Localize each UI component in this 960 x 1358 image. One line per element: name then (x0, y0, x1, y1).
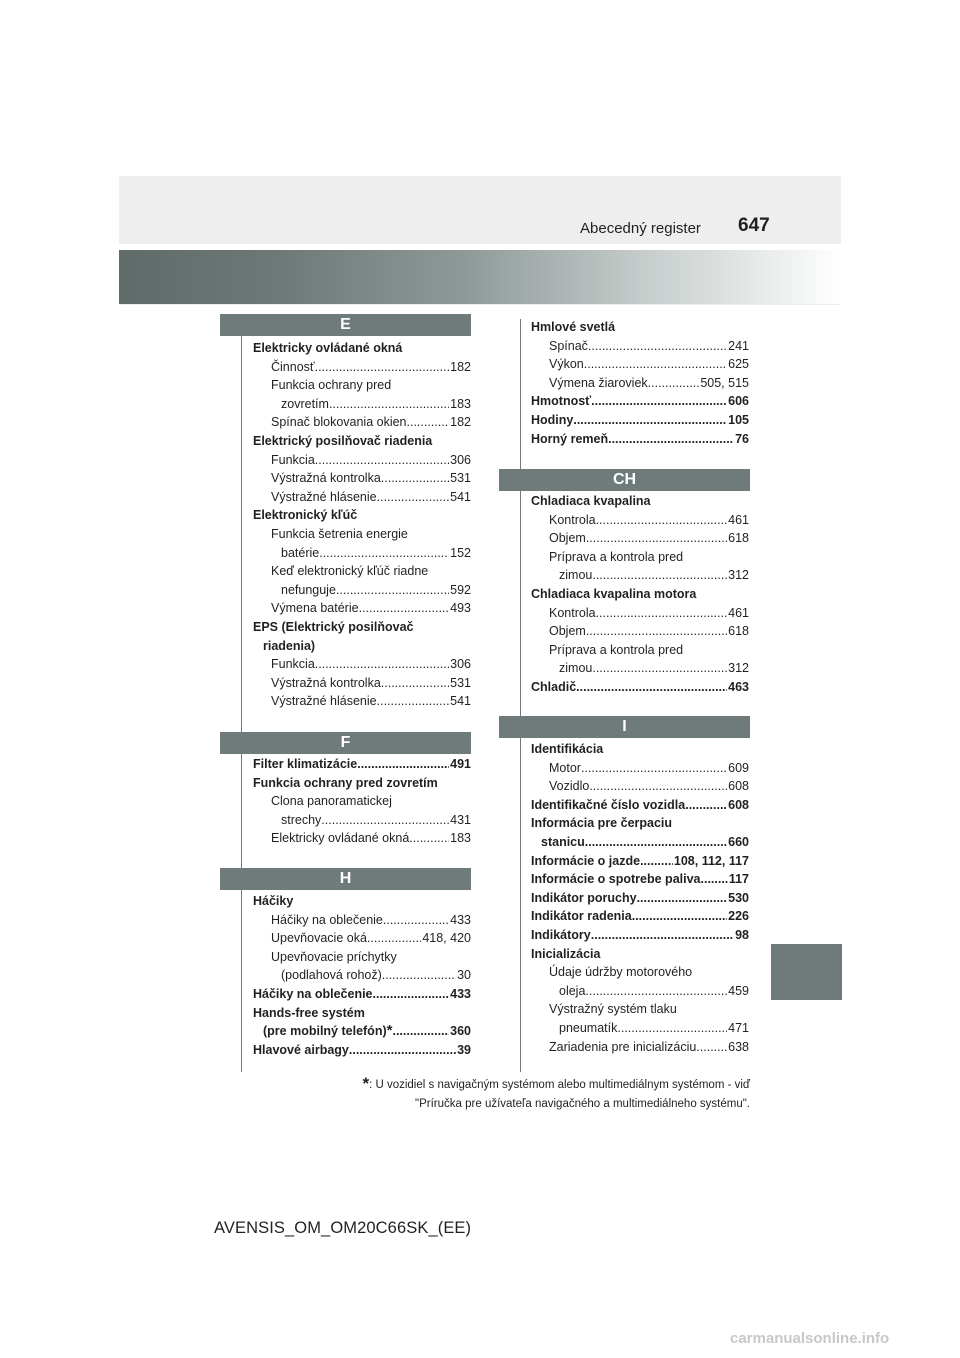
leader-dots (383, 911, 449, 930)
entry-page-ref[interactable]: 592 (450, 582, 471, 597)
entry-term: Indikátor poruchy (531, 890, 637, 905)
entry-page-ref[interactable]: 530 (728, 890, 749, 905)
entry-page-ref[interactable]: 360 (450, 1024, 471, 1039)
letter-header-h: H (220, 868, 471, 890)
leader-dots (581, 759, 727, 778)
footnote-line-2: "Príručka pre užívateľa navigačného a multimediálneho systému". (415, 1098, 750, 1110)
index-entry: Príprava a kontrola pred (549, 642, 684, 657)
leader-dots (596, 604, 728, 623)
index-entry (531, 659, 749, 678)
entry-page-ref[interactable]: 541 (450, 694, 471, 709)
index-entry (253, 451, 471, 470)
entry-page-ref[interactable]: 183 (450, 831, 471, 846)
leader-dots (588, 337, 727, 356)
entry-term: strechy (281, 812, 322, 827)
entry-term: Objem (549, 624, 586, 639)
entry-page-ref[interactable]: 531 (450, 471, 471, 486)
leader-dots (381, 469, 449, 488)
index-entry: Elektricky ovládané okná (253, 341, 403, 355)
entry-page-ref[interactable]: 505, 515 (700, 375, 749, 390)
index-entry (531, 907, 749, 926)
index-entry (531, 678, 749, 697)
entry-page-ref[interactable]: 183 (450, 396, 471, 411)
header-divider (119, 304, 841, 305)
index-entry: Upevňovacie príchytky (271, 949, 397, 964)
letter-header-ch: CH (499, 469, 750, 491)
entry-page-ref[interactable]: 608 (728, 797, 749, 812)
index-entry: Funkcia ochrany pred (271, 378, 392, 393)
index-entry (531, 1038, 749, 1057)
entry-page-ref[interactable]: 105 (728, 412, 749, 427)
index-entry (253, 544, 471, 563)
index-entry: Clona panoramatickej (271, 794, 392, 809)
entry-page-ref[interactable]: 241 (728, 338, 749, 353)
entry-term: Výmena batérie (271, 601, 359, 616)
entry-term: zovretím (281, 396, 329, 411)
entry-page-ref[interactable]: 117 (728, 872, 749, 887)
index-entry: riadenia) (263, 638, 316, 653)
index-entry (531, 604, 749, 623)
index-entry (531, 374, 749, 393)
index-entry (531, 833, 749, 852)
index-entry: Háčiky (253, 894, 294, 908)
index-group-h-continued (531, 318, 749, 448)
leader-dots (373, 985, 450, 1004)
entry-page-ref[interactable]: 625 (728, 357, 749, 372)
index-entry: Hmlové svetlá (531, 320, 616, 334)
leader-dots (640, 852, 673, 871)
entry-page-ref[interactable]: 418, 420 (422, 931, 471, 946)
index-entry (253, 674, 471, 693)
leader-dots (589, 777, 727, 796)
leader-dots (701, 870, 728, 889)
leader-dots (315, 358, 450, 377)
index-entry (253, 1041, 471, 1060)
watermark-text: carmanualsonline.info (730, 1330, 890, 1347)
leader-dots (685, 796, 727, 815)
index-entry: Chladiaca kvapalina (531, 494, 651, 508)
index-entry (253, 929, 471, 948)
entry-page-ref[interactable]: 493 (450, 601, 471, 616)
leader-dots (637, 889, 728, 908)
leader-dots (329, 395, 449, 414)
entry-page-ref[interactable]: 98 (735, 927, 749, 942)
index-entry (253, 755, 471, 774)
entry-page-ref[interactable]: 461 (728, 512, 749, 527)
leader-dots (585, 833, 727, 852)
index-entry (531, 926, 749, 945)
index-entry (253, 395, 471, 414)
left-column-rule (241, 336, 242, 1072)
entry-term: Funkcia (271, 452, 315, 467)
header-bar (119, 176, 841, 244)
leader-dots (573, 411, 727, 430)
entry-term: zimou (559, 661, 593, 676)
index-entry: EPS (Elektrický posilňovač (253, 619, 414, 634)
letter-header-f: F (220, 732, 471, 754)
entry-term: Zariadenia pre inicializáciu (549, 1039, 697, 1054)
footnote-line-1: : U vozidiel s navigačným systémom alebo multimediálnym systémom - viď (369, 1079, 750, 1091)
entry-page-ref[interactable]: 609 (728, 760, 749, 775)
index-entry: Výstražný systém tlaku (549, 1002, 677, 1017)
entry-term: Informácie o jazde (531, 853, 641, 868)
entry-page-ref[interactable]: 618 (728, 624, 749, 639)
leader-dots (586, 529, 727, 548)
letter-header-e: E (220, 314, 471, 336)
index-entry (253, 985, 471, 1004)
leader-dots (367, 929, 421, 948)
entry-page-ref[interactable]: 660 (728, 834, 749, 849)
entry-page-ref[interactable]: 182 (450, 359, 471, 374)
index-entry (531, 355, 749, 374)
entry-page-ref[interactable]: 638 (728, 1039, 749, 1054)
index-entry (531, 337, 749, 356)
entry-term: Výstražné hlásenie (271, 694, 377, 709)
section-title: Abecedný register (580, 220, 701, 237)
entry-page-ref[interactable]: 312 (728, 568, 749, 583)
entry-page-ref[interactable]: 606 (728, 394, 749, 409)
index-group-f (253, 755, 471, 848)
entry-page-ref[interactable]: 461 (728, 605, 749, 620)
leader-dots (357, 755, 449, 774)
index-group-e (253, 339, 471, 711)
index-entry (531, 1019, 749, 1038)
index-entry (253, 581, 471, 600)
index-group-ch (531, 492, 749, 697)
entry-page-ref[interactable]: 76 (735, 431, 749, 446)
index-entry (531, 511, 749, 530)
index-entry: Elektronický kľúč (253, 508, 358, 523)
entry-page-ref[interactable]: 463 (728, 679, 749, 694)
entry-term: Funkcia (271, 657, 315, 672)
index-group-h (253, 892, 471, 1059)
leader-dots (584, 355, 727, 374)
index-entry (531, 982, 749, 1001)
entry-page-ref[interactable]: 491 (450, 757, 471, 771)
entry-page-ref[interactable]: 541 (450, 489, 471, 504)
leader-dots (592, 566, 727, 585)
entry-page-ref[interactable]: 30 (457, 968, 471, 983)
entry-page-ref[interactable]: 306 (450, 452, 471, 467)
entry-page-ref[interactable]: 182 (450, 415, 471, 430)
index-entry: Elektrický posilňovač riadenia (253, 433, 433, 448)
entry-term: (pre mobilný telefón) (263, 1024, 387, 1039)
entry-page-ref[interactable]: 459 (728, 983, 749, 998)
leader-dots (585, 982, 727, 1001)
leader-dots (359, 599, 450, 618)
leader-dots (648, 374, 700, 393)
entry-term: Horný remeň (531, 431, 609, 446)
entry-term: Výmena žiaroviek (549, 375, 648, 390)
index-entry: (pre mobilný telefón) * ..... 360 (253, 1022, 471, 1041)
letter-header-i: I (499, 716, 750, 738)
index-entry (253, 655, 471, 674)
entry-term: Výstražná kontrolka (271, 675, 381, 690)
entry-page-ref[interactable]: 433 (450, 986, 471, 1001)
entry-term: Informácie o spotrebe paliva (531, 872, 701, 887)
leader-dots (592, 659, 727, 678)
index-entry (531, 392, 749, 411)
entry-term: Háčiky na oblečenie (253, 986, 373, 1001)
index-entry (253, 413, 471, 432)
index-entry: Údaje údržby motorového (549, 965, 693, 980)
entry-page-ref[interactable]: 39 (457, 1042, 471, 1057)
index-entry: Hands-free systém (253, 1005, 365, 1020)
leader-dots (591, 392, 727, 411)
chapter-side-tab[interactable] (771, 944, 842, 1000)
index-entry: Funkcia šetrenia energie (271, 526, 408, 541)
entry-page-ref[interactable]: 306 (450, 657, 471, 672)
leader-dots (596, 511, 728, 530)
index-entry (253, 829, 471, 848)
entry-page-ref[interactable]: 226 (728, 909, 749, 924)
index-entry (531, 529, 749, 548)
entry-term: Identifikačné číslo vozidla (531, 797, 686, 812)
header-gradient-band (119, 250, 841, 304)
leader-dots (382, 966, 456, 985)
leader-dots (696, 1038, 727, 1057)
index-entry (253, 358, 471, 377)
leader-dots (315, 451, 449, 470)
entry-term: Hodiny (531, 412, 574, 427)
index-group-i (531, 740, 749, 1056)
model-code: AVENSIS_OM_OM20C66SK_(EE) (214, 1219, 472, 1237)
entry-term: zimou (559, 568, 593, 583)
leader-dots (349, 1041, 456, 1060)
index-entry: Informácia pre čerpaciu (531, 816, 673, 831)
footnote (312, 1074, 750, 1114)
leader-dots (409, 829, 449, 848)
entry-page-ref[interactable]: 312 (728, 661, 749, 676)
footnote-marker: * (362, 1074, 370, 1093)
leader-dots (381, 674, 449, 693)
entry-term: Upevňovacie oká (271, 931, 367, 946)
index-entry: Funkcia ochrany pred zovretím (253, 775, 438, 790)
index-entry (253, 692, 471, 711)
index-entry (531, 796, 749, 815)
entry-page-ref[interactable]: 431 (450, 812, 471, 827)
entry-term: stanicu (541, 834, 585, 849)
index-entry (253, 911, 471, 930)
entry-term: nefunguje (281, 582, 336, 597)
entry-page-ref[interactable]: 471 (728, 1020, 749, 1035)
entry-term: Kontrola (549, 512, 596, 527)
index-entry (531, 870, 749, 889)
index-entry (531, 566, 749, 585)
index-entry (531, 852, 749, 871)
entry-term: Indikátory (531, 927, 591, 942)
index-entry: Identifikácia (531, 742, 604, 756)
entry-term: Chladič (531, 679, 577, 694)
index-entry: Príprava a kontrola pred (549, 549, 684, 564)
index-entry: Keď elektronický kľúč riadne (271, 564, 429, 579)
entry-term: Výstražné hlásenie (271, 489, 377, 504)
leader-dots (586, 622, 727, 641)
leader-dots (591, 926, 734, 945)
leader-dots (617, 1019, 727, 1038)
index-entry (531, 759, 749, 778)
entry-term: Hlavové airbagy (253, 1042, 349, 1057)
entry-term: Háčiky na oblečenie (271, 912, 383, 927)
leader-dots (632, 907, 727, 926)
entry-term: Indikátor radenia (531, 909, 632, 924)
entry-term: Spínač blokovania okien (271, 415, 407, 430)
leader-dots (392, 1022, 449, 1041)
entry-page-ref[interactable]: 608 (728, 779, 749, 794)
leader-dots (576, 678, 727, 697)
index-entry: Chladiaca kvapalina motora (531, 586, 697, 601)
leader-dots (407, 413, 450, 432)
leader-dots (608, 430, 734, 449)
index-entry (531, 889, 749, 908)
entry-page-ref[interactable]: 618 (728, 531, 749, 546)
entry-term: pneumatík (559, 1020, 618, 1035)
leader-dots (377, 488, 450, 507)
entry-page-ref[interactable]: 108, 112, 117 (673, 853, 749, 868)
entry-term: Spínač (549, 338, 588, 353)
index-entry (253, 966, 471, 985)
entry-term: Filter klimatizácie (253, 757, 358, 771)
entry-term: Kontrola (549, 605, 596, 620)
entry-term: (podlahová rohož) (281, 968, 382, 983)
right-column-rule (520, 319, 521, 1072)
leader-dots (315, 655, 449, 674)
index-entry (253, 469, 471, 488)
entry-page-ref[interactable]: 531 (450, 675, 471, 690)
entry-term: Vozidlo (549, 779, 590, 794)
entry-term: Výkon (549, 357, 584, 372)
entry-term: Elektricky ovládané okná (271, 831, 410, 846)
leader-dots (377, 692, 450, 711)
leader-dots (319, 544, 449, 563)
index-entry (253, 488, 471, 507)
index-entry: Inicializácia (531, 946, 601, 961)
leader-dots (321, 811, 449, 830)
index-entry (531, 777, 749, 796)
entry-term: Objem (549, 531, 586, 546)
entry-term: Motor (549, 760, 581, 775)
entry-term: Hmotnosť (531, 394, 592, 409)
index-entry (253, 599, 471, 618)
index-entry (531, 622, 749, 641)
index-entry (531, 430, 749, 449)
entry-term: Výstražná kontrolka (271, 471, 381, 486)
entry-page-ref[interactable]: 433 (450, 912, 471, 927)
entry-term: Činnosť (271, 359, 315, 374)
index-entry (253, 811, 471, 830)
entry-page-ref[interactable]: 152 (450, 545, 471, 560)
entry-term: batérie (281, 545, 320, 560)
entry-term: oleja (559, 983, 586, 998)
leader-dots (336, 581, 449, 600)
index-entry (531, 411, 749, 430)
page-number: 647 (738, 215, 770, 236)
